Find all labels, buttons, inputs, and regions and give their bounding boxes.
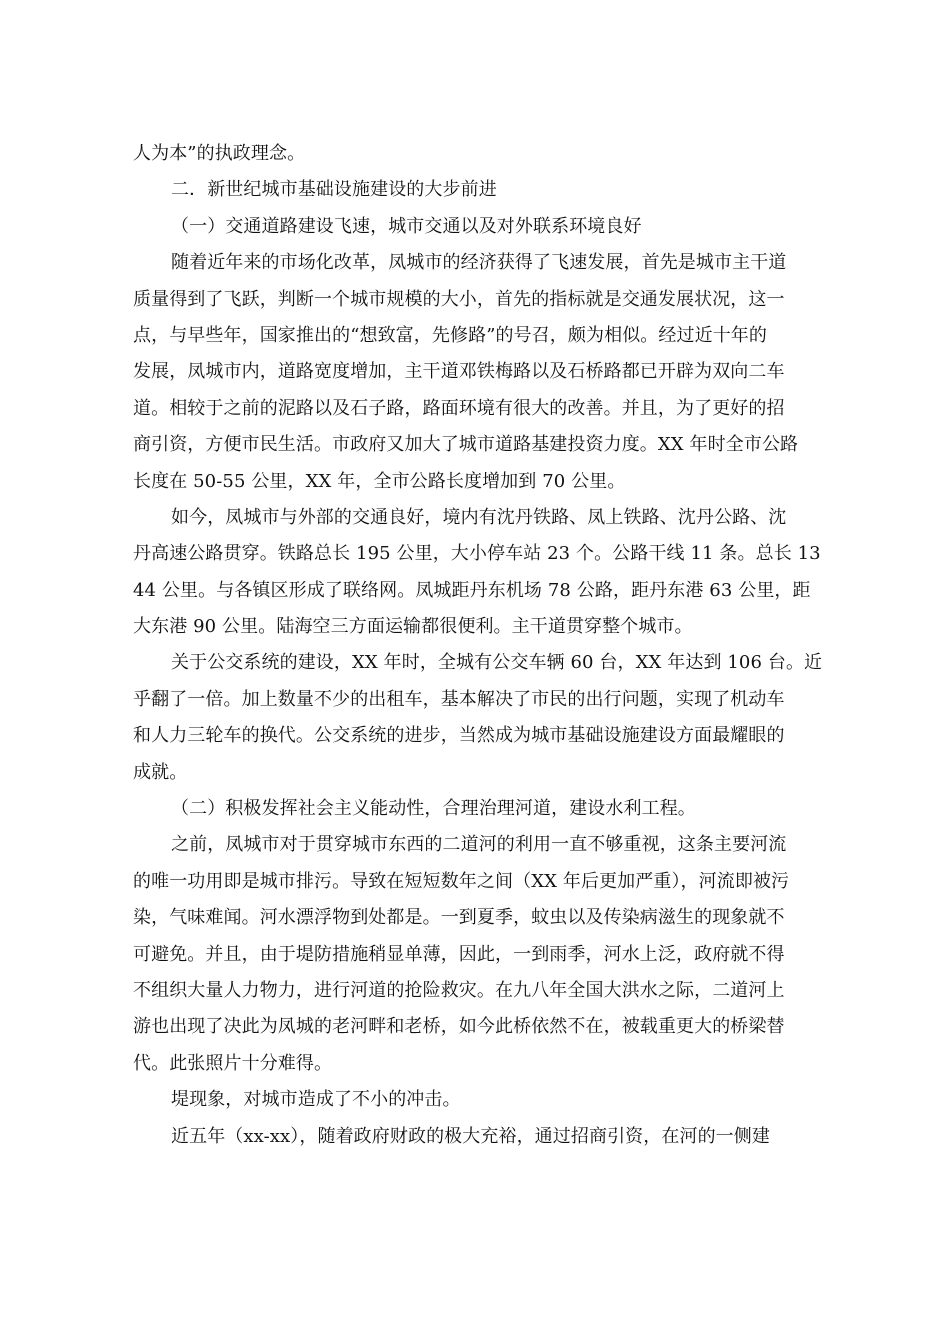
text-line: 二．新世纪城市基础设施建设的大步前进 bbox=[171, 179, 497, 201]
text-line: 质量得到了飞跃，判断一个城市规模的大小，首先的指标就是交通发展状况，这一 bbox=[133, 288, 785, 310]
text-line: 之前，凤城市对于贯穿城市东西的二道河的利用一直不够重视，这条主要河流 bbox=[171, 834, 787, 856]
text-line: 发展，凤城市内，道路宽度增加，主干道邓铁梅路以及石桥路都已开辟为双向二车 bbox=[133, 361, 785, 383]
text-line: 关于公交系统的建设，XX 年时，全城有公交车辆 60 台，XX 年达到 106 台。近 bbox=[171, 652, 823, 674]
text-line: 不组织大量人力物力，进行河道的抢险救灾。在九八年全国大洪水之际，二道河上 bbox=[133, 979, 785, 1001]
text-line: 可避免。并且，由于堤防措施稍显单薄，因此，一到雨季，河水上泛，政府就不得 bbox=[133, 943, 785, 965]
text-line: 近五年（xx-xx），随着政府财政的极大充裕，通过招商引资，在河的一侧建 bbox=[171, 1125, 770, 1147]
text-line: 乎翻了一倍。加上数量不少的出租车，基本解决了市民的出行问题，实现了机动车 bbox=[133, 688, 785, 710]
text-line: 商引资，方便市民生活。市政府又加大了城市道路基建投资力度。XX 年时全市公路 bbox=[133, 434, 799, 456]
text-line: 44 公里。与各镇区形成了联络网。凤城距丹东机场 78 公路，距丹东港 63 公里，距 bbox=[133, 579, 811, 601]
text-line: 丹高速公路贯穿。铁路总长 195 公里，大小停车站 23 个。公路干线 11 条。总长 13 bbox=[133, 543, 821, 565]
text-line: 成就。 bbox=[133, 761, 188, 783]
text-line: 如今，凤城市与外部的交通良好，境内有沈丹铁路、凤上铁路、沈丹公路、沈 bbox=[171, 506, 787, 528]
text-line: 游也出现了决此为凤城的老河畔和老桥，如今此桥依然不在，被载重更大的桥梁替 bbox=[133, 1016, 785, 1038]
text-line: 堤现象，对城市造成了不小的冲击。 bbox=[171, 1089, 461, 1111]
text-line: 染，气味难闻。河水漂浮物到处都是。一到夏季，蚊虫以及传染病滋生的现象就不 bbox=[133, 907, 785, 929]
text-line: 大东港 90 公里。陆海空三方面运输都很便利。主干道贯穿整个城市。 bbox=[133, 616, 693, 638]
text-line: 点，与早些年，国家推出的“想致富，先修路”的号召，颇为相似。经过近十年的 bbox=[133, 324, 768, 346]
text-line: 随着近年来的市场化改革，凤城市的经济获得了飞速发展，首先是城市主干道 bbox=[171, 252, 787, 274]
text-line: 道。相较于之前的泥路以及石子路，路面环境有很大的改善。并且，为了更好的招 bbox=[133, 397, 785, 419]
text-line: 的唯一功用即是城市排污。导致在短短数年之间（XX 年后更加严重），河流即被污 bbox=[133, 870, 790, 892]
document-body bbox=[133, 136, 823, 1155]
text-line: 和人力三轮车的换代。公交系统的进步，当然成为城市基础设施建设方面最耀眼的 bbox=[133, 725, 785, 747]
text-line: 人为本”的执政理念。 bbox=[133, 143, 306, 164]
text-line: （二）积极发挥社会主义能动性，合理治理河道，建设水利工程。 bbox=[171, 798, 696, 820]
text-line: 长度在 50-55 公里，XX 年，全市公路长度增加到 70 公里。 bbox=[133, 470, 626, 492]
text-line: （一）交通道路建设飞速，城市交通以及对外联系环境良好 bbox=[171, 215, 642, 237]
text-line: 代。此张照片十分难得。 bbox=[133, 1052, 333, 1074]
